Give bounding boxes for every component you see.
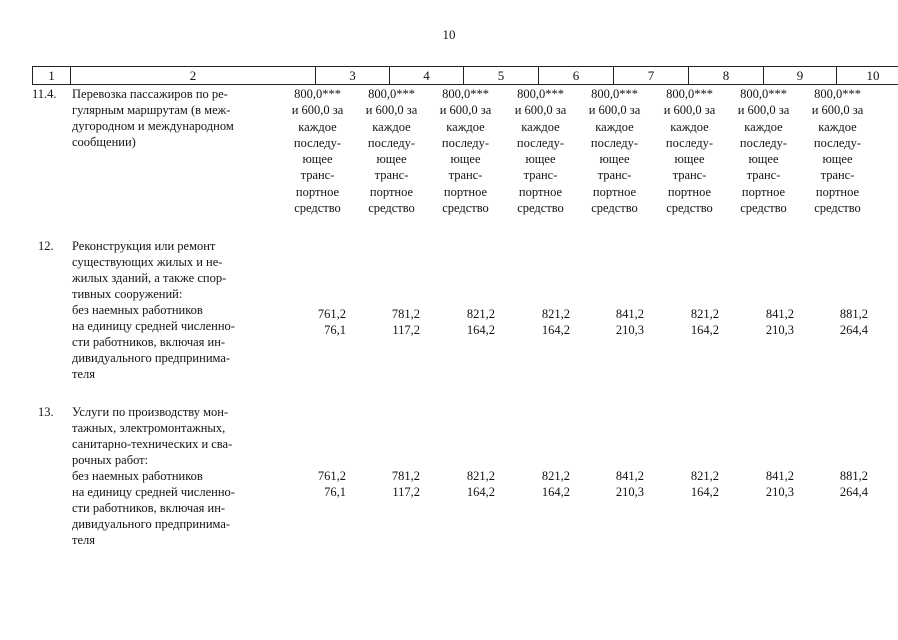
table-cell: 210,3 [615,485,644,499]
table-cell: 264,4 [839,485,868,499]
table-cell: 841,2 [615,307,644,321]
table-cell: 781,2 [391,307,420,321]
table-cell: 761,2 [317,469,346,483]
table-cell: 821,2 [541,307,570,321]
table-cell-col-5: 800,0*** и 600,0 за каждое последу- ющее транс- портное средство [439,87,492,216]
table-cell-col-7: 800,0*** и 600,0 за каждое последу- ющее транс- портное средство [588,87,641,216]
table-cell: 76,1 [324,485,346,499]
table-cell: 117,2 [392,485,420,499]
table-cell: 164,2 [541,323,570,337]
table-cell: 164,2 [466,323,495,337]
header-col-4: 4 [390,67,464,84]
row-number: 12. [38,239,54,253]
table-cell: 821,2 [690,307,719,321]
table-cell: 821,2 [466,307,495,321]
header-col-3: 3 [316,67,390,84]
table-cell: 210,3 [765,485,794,499]
table-cell: 264,4 [839,323,868,337]
row-description: Реконструкция или ремонт существующих жилых и не- жилых зданий, а также спор- тивных сооружений: без наемных работников на единицу средней численно- сти работников, включая ин- дивидуального предпринима- теля [72,239,235,381]
header-col-2: 2 [71,67,316,84]
table-cell-col-4: 800,0*** и 600,0 за каждое последу- ющее транс- портное средство [365,87,418,216]
table-cell: 210,3 [615,323,644,337]
table-cell: 841,2 [765,307,794,321]
table-cell: 781,2 [391,469,420,483]
table-cell: 821,2 [690,469,719,483]
row-description: Услуги по производству мон- тажных, электромонтажных, санитарно-технических и сва- рочных работ: без наемных работников на единицу средней численно- сти работников, включая ин- дивидуального предпринима- теля [72,405,235,547]
row-description: Перевозка пассажиров по ре- гулярным маршрутам (в меж- дугородном и международном сообщении) [72,87,234,149]
table-cell: 117,2 [392,323,420,337]
header-col-8: 8 [689,67,764,84]
table-cell: 821,2 [541,469,570,483]
row-number: 11.4. [32,87,57,101]
header-col-1: 1 [33,67,71,84]
header-col-7: 7 [614,67,689,84]
table-cell: 164,2 [466,485,495,499]
table-cell: 881,2 [839,469,868,483]
table-cell: 761,2 [317,307,346,321]
header-col-9: 9 [764,67,837,84]
table-cell: 881,2 [839,307,868,321]
table-cell: 164,2 [690,323,719,337]
table-cell-col-8: 800,0*** и 600,0 за каждое последу- ющее транс- портное средство [663,87,716,216]
table-cell: 841,2 [765,469,794,483]
table-cell-col-3: 800,0*** и 600,0 за каждое последу- ющее транс- портное средство [291,87,344,216]
table-cell-col-9: 800,0*** и 600,0 за каждое последу- ющее транс- портное средство [737,87,790,216]
table-cell: 210,3 [765,323,794,337]
table-header-row [32,66,898,85]
table-cell: 841,2 [615,469,644,483]
table-cell: 821,2 [466,469,495,483]
table-cell: 164,2 [690,485,719,499]
header-col-6: 6 [539,67,614,84]
header-col-10: 10 [866,68,880,83]
row-number: 13. [38,405,54,419]
table-cell-col-10: 800,0*** и 600,0 за каждое последу- ющее транс- портное средство [811,87,864,216]
table-cell-col-6: 800,0*** и 600,0 за каждое последу- ющее транс- портное средство [514,87,567,216]
table-cell: 76,1 [324,323,346,337]
table-cell: 164,2 [541,485,570,499]
header-col-5: 5 [464,67,539,84]
page-number: 10 [442,27,456,42]
